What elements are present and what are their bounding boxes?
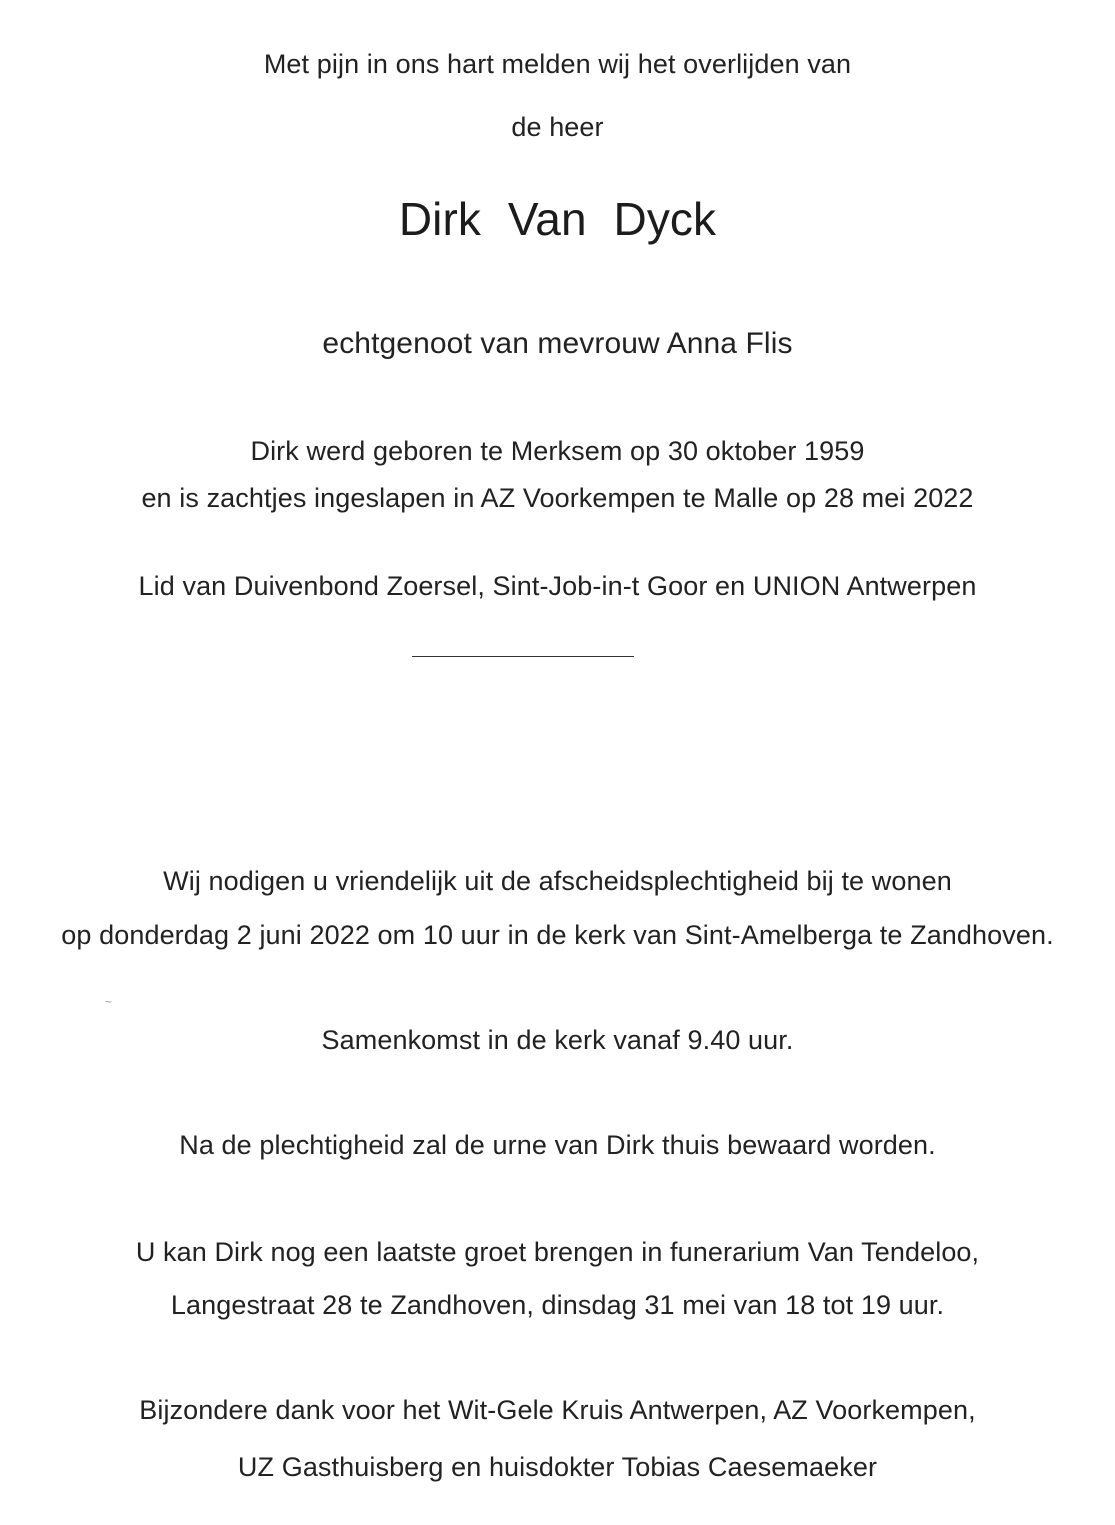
visitation-line-1: U kan Dirk nog een laatste groet brengen in funerarium Van Tendeloo, [135,1237,980,1267]
section-divider [412,656,634,657]
membership-line: Lid van Duivenbond Zoersel, Sint-Job-in-t Goor en UNION Antwerpen [138,571,977,601]
deceased-name: Dirk Van Dyck [398,193,717,245]
visitation-line-2: Langestraat 28 te Zandhoven, dinsdag 31 mei van 18 tot 19 uur. [170,1290,945,1320]
birth-line: Dirk werd geboren te Merksem op 30 oktober 1959 [250,436,865,466]
death-line: en is zachtjes ingeslapen in AZ Voorkempen te Malle op 28 mei 2022 [141,483,974,513]
invitation-line-2: op donderdag 2 juni 2022 om 10 uur in de kerk van Sint-Amelberga te Zandhoven. [61,920,1054,950]
invitation-line-1: Wij nodigen u vriendelijk uit de afscheidsplechtigheid bij te wonen [163,866,952,896]
gathering-line: Samenkomst in de kerk vanaf 9.40 uur. [321,1025,794,1055]
intro-line: Met pijn in ons hart melden wij het overlijden van [263,49,852,79]
urn-line: Na de plechtigheid zal de urne van Dirk thuis bewaard worden. [179,1130,936,1160]
thanks-line-1: Bijzondere dank voor het Wit-Gele Kruis Antwerpen, AZ Voorkempen, [139,1395,976,1425]
thanks-line-2: UZ Gasthuisberg en huisdokter Tobias Caesemaeker [237,1452,878,1482]
spouse-line: echtgenoot van mevrouw Anna Flis [322,327,793,360]
title-prefix: de heer [511,112,604,142]
scan-speck: ~ [105,995,113,1009]
